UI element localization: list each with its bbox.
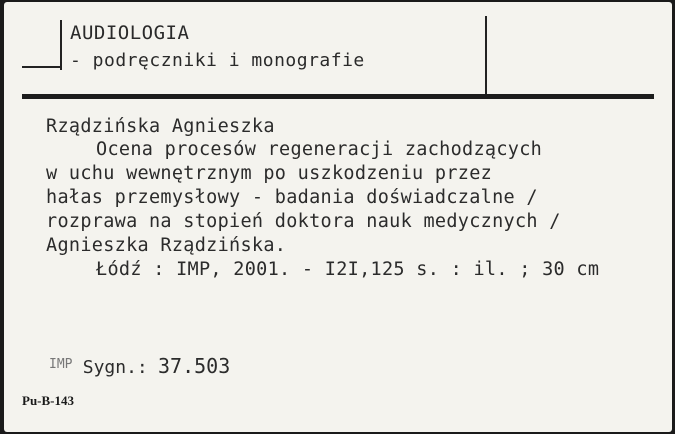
header-divider <box>22 94 654 99</box>
shelfmark-prefix: IMP <box>49 357 73 372</box>
title-line-3: hałas przemysłowy - badania doświadczalne / <box>46 187 538 208</box>
title-line-2: w uchu wewnętrznym po uszkodzeniu przez <box>46 163 493 184</box>
header-left-vertical-rule <box>60 20 62 70</box>
shelfmark <box>49 354 230 378</box>
header-left-horizontal-rule <box>22 66 62 68</box>
subject-heading: AUDIOLOGIA <box>70 22 190 44</box>
shelfmark-label: Sygn.: <box>82 357 148 378</box>
imprint-line: Łódź : IMP, 2001. - I2I,125 s. : il. ; 30 cm <box>96 259 600 280</box>
title-line-1: Ocena procesów regeneracji zachodzących <box>96 139 543 160</box>
catalog-card <box>4 2 672 432</box>
library-stamp: Pu-B-143 <box>22 393 74 408</box>
header-right-vertical-rule <box>485 16 487 96</box>
author-line: Rządzińska Agnieszka <box>46 116 275 137</box>
subject-subheading: - podręczniki i monografie <box>70 50 365 71</box>
title-line-5: Agnieszka Rządzińska. <box>46 235 287 256</box>
shelfmark-number: 37.503 <box>158 354 231 378</box>
title-line-4: rozprawa na stopień doktora nauk medycznych / <box>46 211 561 232</box>
